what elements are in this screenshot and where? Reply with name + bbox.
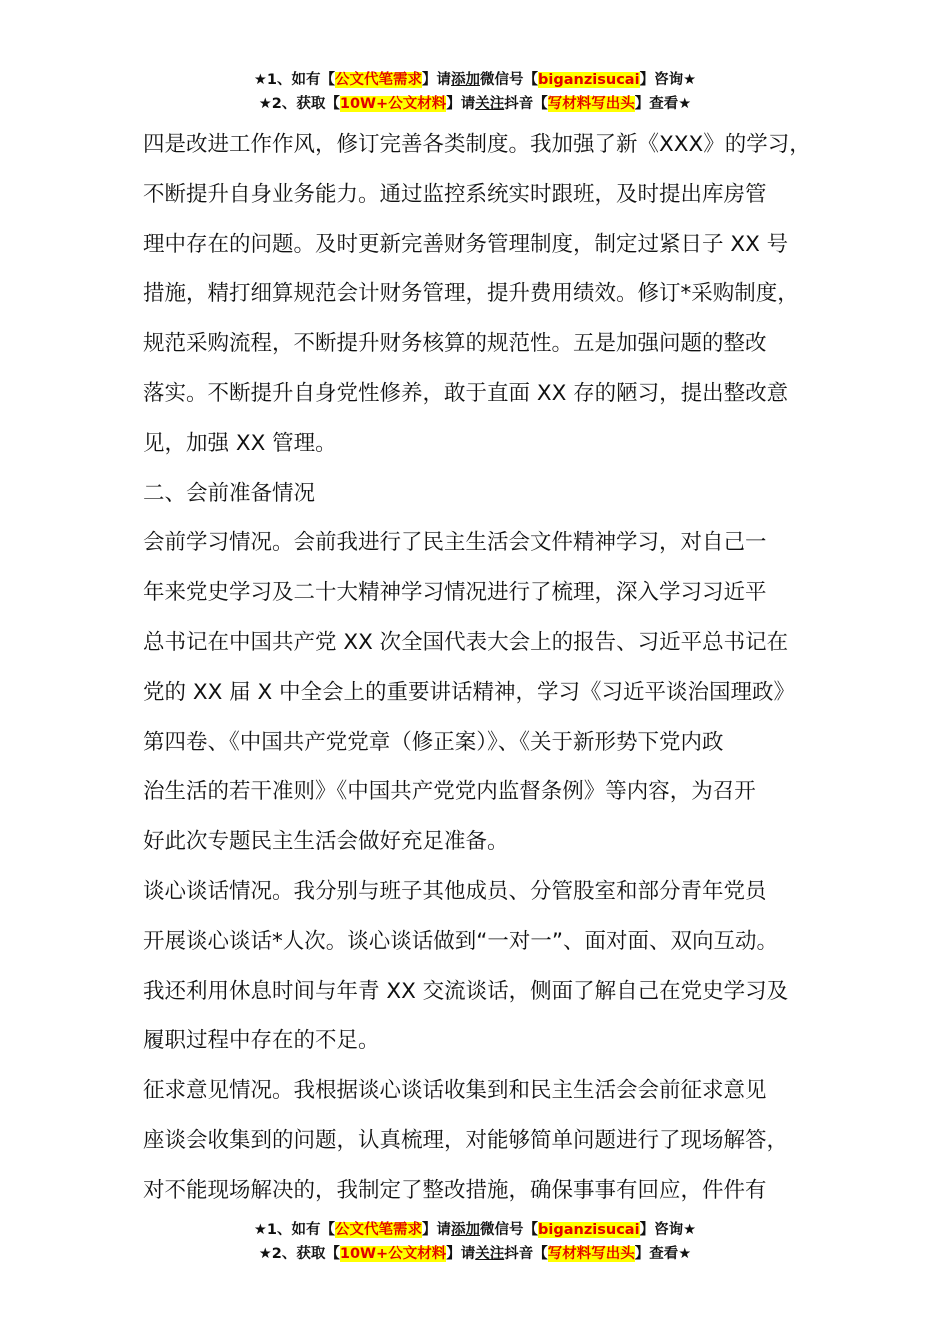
banner-text: ★2、获取【: [258, 96, 340, 112]
body-line: 规范采购流程，不断提升财务核算的规范性。五是加强问题的整改: [143, 331, 767, 357]
banner-line-2: [0, 1242, 950, 1266]
body-line: 措施，精打细算规范会计财务管理，提升费用绩效。修订*采购制度，: [143, 281, 799, 307]
banner-text: 】请: [422, 1222, 452, 1238]
banner-text: 】查看★: [634, 1246, 692, 1262]
body-line: 会前学习情况。会前我进行了民主生活会文件精神学习，对自己一: [143, 530, 767, 556]
body-line: 我还利用休息时间与年青 XX 交流谈话，侧面了解自己在党史学习及: [143, 978, 789, 1004]
body-line: 开展谈心谈话*人次。谈心谈话做到“一对一”、面对面、双向互动。: [143, 928, 779, 954]
banner-line-2: [0, 92, 950, 116]
banner-text: 抖音【: [504, 1246, 548, 1262]
banner-text: 微信号【: [480, 1222, 539, 1238]
banner-underline: 添加: [451, 1222, 481, 1238]
banner-text: 】咨询★: [639, 72, 697, 88]
banner-text: 】咨询★: [639, 1222, 697, 1238]
banner-douyin-id: 写材料写出头: [547, 1246, 635, 1262]
banner-highlight: 公文代笔需求: [335, 72, 423, 88]
body-line: 治生活的若干准则》《中国共产党党内监督条例》等内容，为召开: [143, 779, 756, 805]
body-line: 好此次专题民主生活会做好充足准备。: [143, 829, 509, 855]
banner-text: ★1、如有【: [253, 1222, 336, 1238]
document-body: [143, 120, 843, 1216]
body-line: 总书记在中国共产党 XX 次全国代表大会上的报告、习近平总书记在: [143, 629, 789, 655]
body-line: 四是改进工作作风，修订完善各类制度。我加强了新《XXX》的学习，: [143, 132, 811, 157]
body-line: 征求意见情况。我根据谈心谈话收集到和民主生活会会前征求意见: [143, 1078, 767, 1104]
body-line: 座谈会收集到的问题，认真梳理，对能够简单问题进行了现场解答，: [143, 1127, 789, 1153]
banner-highlight: 10W+公文材料: [339, 1246, 447, 1262]
body-line: 落实。不断提升自身党性修养，敢于直面 XX 存的陋习，提出整改意: [143, 380, 789, 406]
banner-underline: 关注: [475, 1246, 505, 1262]
banner-line-1: [0, 68, 950, 92]
banner-line-1: [0, 1218, 950, 1242]
banner-text: 】请: [422, 72, 452, 88]
body-line: 履职过程中存在的不足。: [143, 1028, 380, 1054]
body-line: 年来党史学习及二十大精神学习情况进行了梳理，深入学习习近平: [143, 580, 767, 606]
banner-text: 抖音【: [504, 96, 548, 112]
body-line: 第四卷、《中国共产党党章（修正案）》、《关于新形势下党内政: [143, 729, 724, 755]
banner-highlight: 公文代笔需求: [335, 1222, 423, 1238]
banner-wechat-id: biganzisucai: [538, 72, 640, 88]
body-line: 谈心谈话情况。我分别与班子其他成员、分管股室和部分青年党员: [143, 878, 767, 904]
banner-highlight: 10W+公文材料: [339, 96, 447, 112]
body-line: 理中存在的问题。及时更新完善财务管理制度，制定过紧日子 XX 号: [143, 231, 789, 257]
banner-text: 微信号【: [480, 72, 539, 88]
body-line: 见，加强 XX 管理。: [143, 430, 337, 456]
banner-text: ★1、如有【: [253, 72, 336, 88]
body-line: 对不能现场解决的，我制定了整改措施，确保事事有回应，件件有: [143, 1177, 767, 1203]
banner-underline: 关注: [475, 96, 505, 112]
header-banner: [0, 68, 950, 116]
banner-douyin-id: 写材料写出头: [547, 96, 635, 112]
body-line: 党的 XX 届 X 中全会上的重要讲话精神，学习《习近平谈治国理政》: [143, 679, 796, 705]
banner-wechat-id: biganzisucai: [538, 1222, 640, 1238]
banner-text: 】请: [446, 96, 476, 112]
body-line: 不断提升自身业务能力。通过监控系统实时跟班，及时提出库房管: [143, 181, 767, 207]
section-heading: 二、会前准备情况: [143, 480, 316, 506]
banner-text: ★2、获取【: [258, 1246, 340, 1262]
banner-underline: 添加: [451, 72, 481, 88]
banner-text: 】查看★: [634, 96, 692, 112]
banner-text: 】请: [446, 1246, 476, 1262]
footer-banner: [0, 1218, 950, 1266]
